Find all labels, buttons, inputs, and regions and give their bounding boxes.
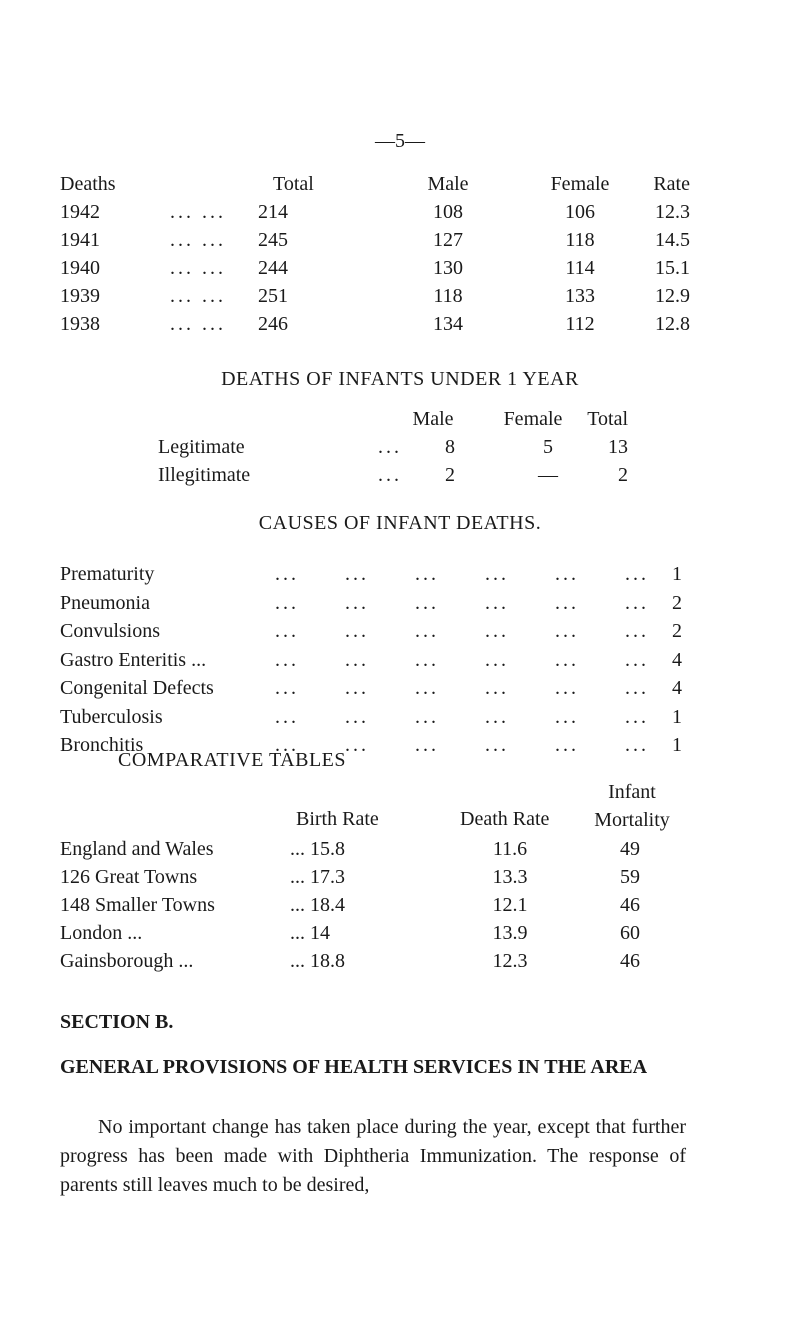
cause-label: Tuberculosis	[60, 705, 163, 728]
leader-dots: ...	[378, 464, 402, 486]
deaths-female: 112	[565, 313, 595, 335]
deaths-female: 133	[565, 285, 595, 307]
leader-dots: ...	[378, 436, 402, 458]
deaths-row	[60, 257, 690, 285]
comparative-header-infant-line2: Mortality	[594, 809, 670, 831]
causes-list	[60, 563, 682, 763]
cause-row	[60, 706, 682, 735]
comparative-row	[60, 922, 690, 950]
deaths-rate: 15.1	[655, 257, 690, 279]
leader-dots: ... ... ... ... ... ...	[275, 591, 649, 614]
comparative-infant-mortality: 49	[620, 838, 640, 860]
comparative-label: Gainsborough ...	[60, 950, 194, 972]
deaths-header-total: Total	[273, 173, 314, 195]
comparative-infant-mortality: 59	[620, 866, 640, 888]
comparative-table	[60, 778, 690, 978]
comparative-label: 126 Great Towns	[60, 866, 198, 888]
comparative-row	[60, 894, 690, 922]
infant-header-female: Female	[503, 408, 563, 430]
cause-row	[60, 592, 682, 621]
comparative-birth-rate: ... 17.3	[290, 866, 345, 888]
cause-row	[60, 620, 682, 649]
comparative-header-infant-line1: Infant	[608, 781, 656, 803]
deaths-rate: 12.3	[655, 201, 690, 223]
infant-header-total: Total	[587, 408, 628, 430]
infant-row-male: 8	[445, 436, 455, 458]
cause-label: Congenital Defects	[60, 677, 214, 699]
cause-label: Gastro Enteritis ...	[60, 648, 207, 671]
cause-value: 4	[672, 648, 682, 671]
leader-dots: ... ... ... ... ... ...	[275, 620, 649, 642]
deaths-rate: 12.9	[655, 285, 690, 307]
deaths-row	[60, 201, 690, 229]
deaths-header-rate: Rate	[653, 173, 690, 195]
deaths-total: 245	[258, 229, 288, 251]
comparative-label: 148 Smaller Towns	[60, 894, 215, 916]
deaths-row	[60, 313, 690, 341]
deaths-row	[60, 229, 690, 257]
causes-title: CAUSES OF INFANT DEATHS.	[258, 512, 542, 534]
cause-row	[60, 677, 682, 706]
deaths-header-female: Female	[550, 173, 610, 195]
comparative-title: COMPARATIVE TABLES	[118, 749, 346, 771]
infant-header-male: Male	[412, 408, 454, 430]
deaths-year: 1939	[60, 285, 100, 307]
comparative-death-rate: 12.1	[492, 894, 528, 916]
leader-dots: ... ... ... ... ... ...	[275, 734, 649, 756]
deaths-total: 244	[258, 257, 288, 279]
leader-dots: ... ...	[170, 257, 226, 279]
cause-label: Prematurity	[60, 563, 155, 585]
deaths-table	[60, 173, 690, 341]
deaths-header-row	[60, 173, 690, 201]
deaths-male: 130	[433, 257, 463, 279]
comparative-infant-mortality: 60	[620, 922, 640, 944]
leader-dots: ... ... ... ... ... ...	[275, 677, 649, 699]
infant-row	[158, 464, 628, 492]
deaths-rate: 14.5	[655, 229, 690, 251]
comparative-row	[60, 866, 690, 894]
infant-row-male: 2	[445, 464, 455, 486]
infant-deaths-table	[158, 408, 628, 492]
deaths-header-label: Deaths	[60, 173, 116, 195]
comparative-birth-rate: ... 14	[290, 922, 330, 944]
cause-label: Convulsions	[60, 620, 161, 642]
comparative-header-infant	[582, 778, 682, 834]
infant-row-female: —	[538, 464, 558, 486]
infant-deaths-title: DEATHS OF INFANTS UNDER 1 YEAR	[221, 368, 579, 390]
deaths-header-male: Male	[427, 173, 469, 195]
cause-value: 1	[672, 734, 682, 756]
comparative-birth-rate: ... 15.8	[290, 838, 345, 860]
leader-dots: ... ...	[170, 201, 226, 223]
comparative-death-rate: 11.6	[492, 838, 528, 860]
deaths-male: 134	[433, 313, 463, 335]
leader-dots: ... ... ... ... ... ...	[275, 648, 649, 671]
section-subheading: GENERAL PROVISIONS OF HEALTH SERVICES IN THE AREA	[60, 1056, 648, 1078]
cause-row	[60, 563, 682, 592]
comparative-infant-mortality: 46	[620, 950, 640, 972]
comparative-infant-mortality: 46	[620, 894, 640, 916]
infant-row-female: 5	[543, 436, 553, 458]
cause-label: Bronchitis	[60, 734, 144, 756]
comparative-death-rate: 12.3	[492, 950, 528, 972]
section-heading: SECTION B.	[60, 1011, 174, 1033]
deaths-year: 1940	[60, 257, 100, 279]
comparative-header-row	[60, 778, 690, 838]
comparative-header-birth: Birth Rate	[296, 808, 379, 830]
leader-dots: ... ...	[170, 229, 226, 251]
cause-value: 2	[672, 591, 682, 614]
cause-row	[60, 649, 682, 678]
deaths-male: 127	[433, 229, 463, 251]
cause-value: 1	[672, 563, 682, 585]
leader-dots: ... ... ... ... ... ...	[275, 563, 649, 585]
comparative-death-rate: 13.3	[492, 866, 528, 888]
deaths-total: 246	[258, 313, 288, 335]
comparative-row	[60, 950, 690, 978]
infant-row-total: 2	[618, 464, 628, 486]
comparative-row	[60, 838, 690, 866]
cause-value: 2	[672, 620, 682, 642]
deaths-row	[60, 285, 690, 313]
comparative-death-rate: 13.9	[492, 922, 528, 944]
deaths-year: 1942	[60, 201, 100, 223]
deaths-male: 118	[433, 285, 463, 307]
infant-row-total: 13	[608, 436, 628, 458]
infant-row-label: Illegitimate	[158, 464, 251, 486]
cause-label: Pneumonia	[60, 591, 150, 614]
infant-row-label: Legitimate	[158, 436, 245, 458]
leader-dots: ... ... ... ... ... ...	[275, 705, 649, 728]
deaths-female: 106	[565, 201, 595, 223]
cause-value: 4	[672, 677, 682, 699]
infant-header-row	[158, 408, 628, 436]
leader-dots: ... ...	[170, 285, 226, 307]
deaths-rate: 12.8	[655, 313, 690, 335]
deaths-year: 1941	[60, 229, 100, 251]
comparative-birth-rate: ... 18.4	[290, 894, 345, 916]
deaths-year: 1938	[60, 313, 100, 335]
deaths-female: 114	[565, 257, 595, 279]
body-paragraph: No important change has taken place during the year, except that further progress has been made with Diphtheria Immunization. The response of parents still leaves much to be desired,	[60, 1116, 686, 1196]
deaths-total: 251	[258, 285, 288, 307]
deaths-male: 108	[433, 201, 463, 223]
leader-dots: ... ...	[170, 313, 226, 335]
comparative-label: London ...	[60, 922, 143, 944]
comparative-header-death: Death Rate	[460, 808, 550, 830]
cause-value: 1	[672, 705, 682, 728]
infant-row	[158, 436, 628, 464]
comparative-birth-rate: ... 18.8	[290, 950, 345, 972]
comparative-label: England and Wales	[60, 838, 214, 860]
deaths-female: 118	[565, 229, 595, 251]
deaths-total: 214	[258, 201, 288, 223]
page-number: —5—	[375, 130, 425, 152]
